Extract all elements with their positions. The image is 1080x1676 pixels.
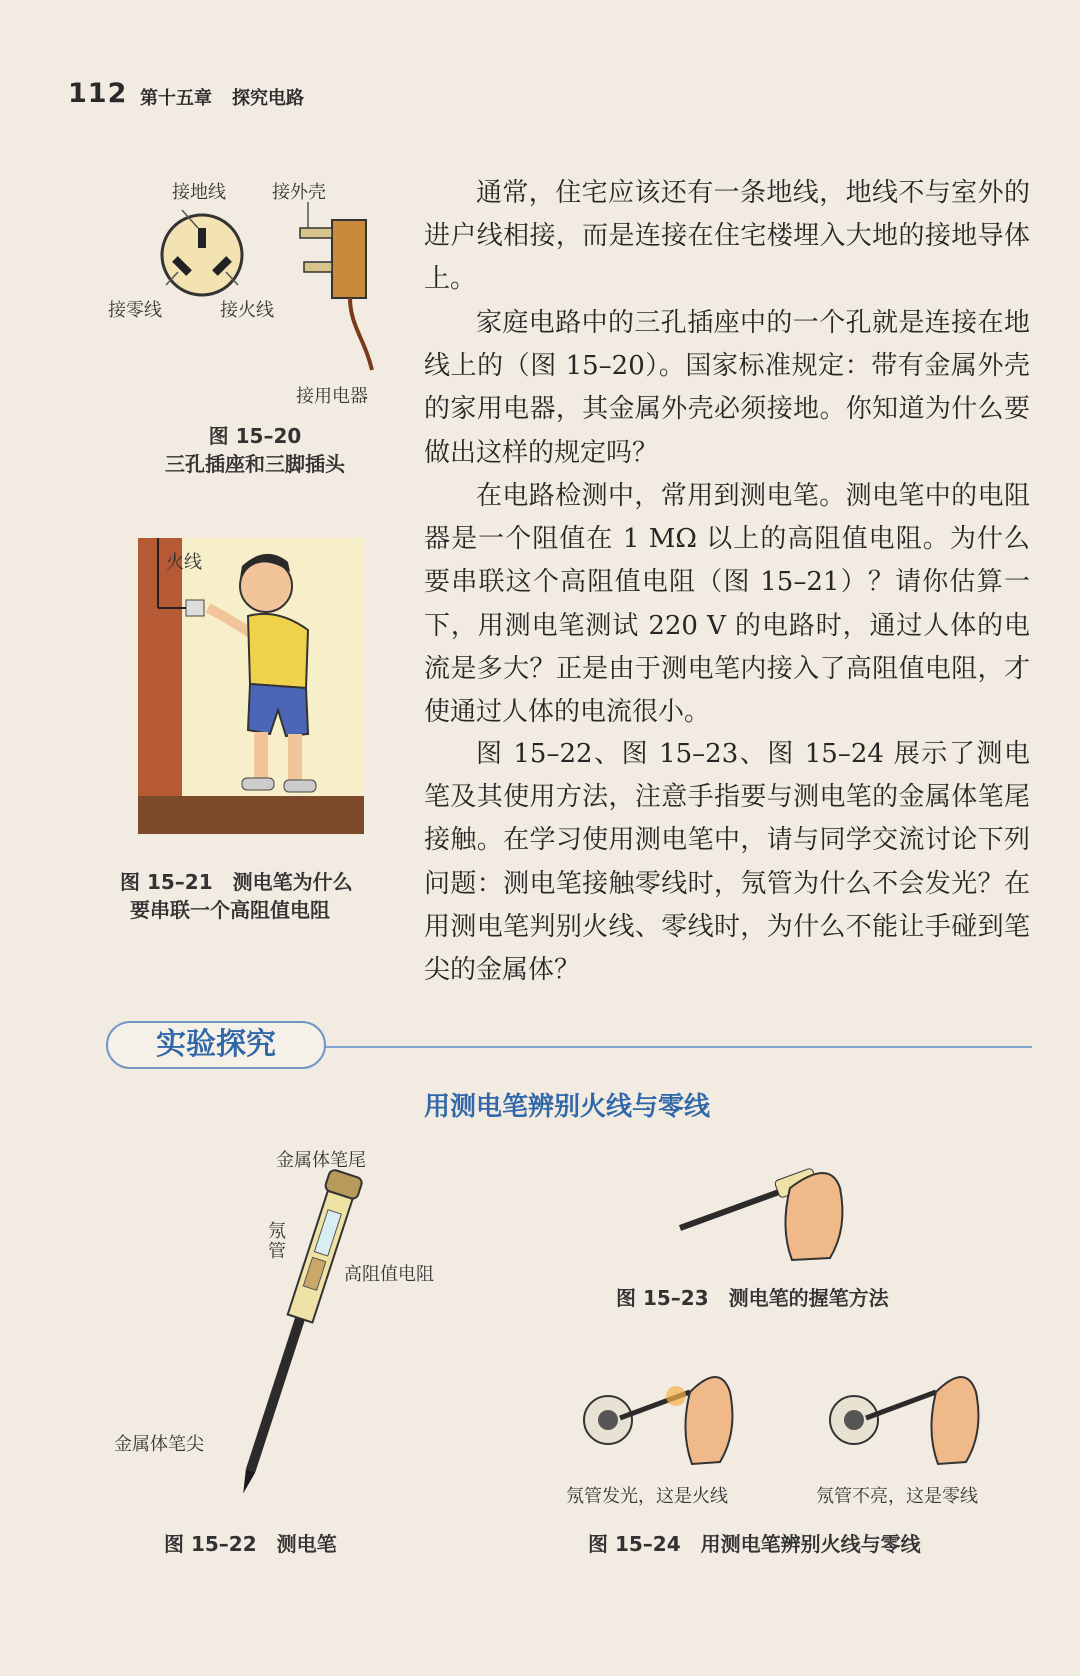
paragraph-ground-wire: 通常，住宅应该还有一条地线，地线不与室外的进户线相接，而是连接在住宅楼埋入大地的接地导体上。 — [424, 178, 1030, 295]
label-ground-wire: 接地线 — [172, 182, 226, 203]
caption-15-20-number: 图 15–20 — [208, 424, 302, 448]
paragraph-usage: 图 15–22、图 15–23、图 15–24 展示了测电笔及其使用方法，注意手指要与测电笔的金属体笔尾接触。在学习使用测电笔中，请与同学交流讨论下列问题：测电笔接触零线时，氖管为什么不会发光？在用测电笔判别火线、零线时，为什么不能让手碰到笔尖的金属体？ — [424, 739, 1030, 986]
caption-15-24: 图 15–24 用测电笔辨别火线与零线 — [588, 1532, 921, 1556]
label-resistor: 高阻值电阻 — [344, 1264, 434, 1285]
boy-testing-illustration — [138, 538, 364, 834]
pen-grip-illustration — [680, 1148, 860, 1278]
caption-15-20-text: 三孔插座和三脚插头 — [165, 452, 345, 476]
caption-15-21-line1: 图 15–21 测电笔为什么 — [120, 870, 353, 894]
socket-face — [162, 215, 242, 295]
label-live: 接火线 — [220, 300, 274, 321]
pen-shaft — [246, 1317, 305, 1472]
caption-15-21-line2: 要串联一个高阻值电阻 — [130, 898, 330, 922]
chapter-title: 第十五章 — [140, 88, 212, 109]
section-title: 探究电路 — [232, 88, 304, 109]
label-neon-tube: 氖管 — [268, 1221, 286, 1262]
label-metal-tip: 金属体笔尖 — [114, 1434, 204, 1455]
label-appliance: 接用电器 — [296, 386, 368, 407]
neutral-wire-test-illustration — [826, 1352, 996, 1472]
banner-divider — [320, 1046, 1032, 1048]
floor — [138, 796, 364, 834]
caption-15-23: 图 15–23 测电笔的握笔方法 — [616, 1286, 889, 1310]
experiment-banner: 实验探究 — [156, 1027, 276, 1062]
pen-body — [288, 1191, 353, 1323]
page-number: 112 — [68, 78, 128, 109]
label-neon-lit: 氖管发光，这是火线 — [566, 1486, 728, 1507]
experiment-title: 用测电笔辨别火线与零线 — [424, 1092, 711, 1122]
pen-tip — [238, 1469, 255, 1495]
socket-hole-ground — [198, 228, 206, 248]
neon-glow — [666, 1386, 686, 1406]
wall-strip — [138, 538, 182, 834]
test-pen-illustration — [228, 1172, 388, 1502]
label-shell: 接外壳 — [272, 182, 326, 203]
label-neutral: 接零线 — [108, 300, 162, 321]
paragraph-test-pen: 在电路检测中，常用到测电笔。测电笔中的电阻器是一个阻值在 1 MΩ 以上的高阻值电阻。为什么要串联这个高阻值电阻（图 15–21）？请你估算一下，用测电笔测试 220 V 的电路时，通过人体的电流是多大？正是由于测电笔内接入了高阻值电阻，才使通过人体的电流很小。 — [424, 481, 1030, 728]
paragraph-three-hole-socket: 家庭电路中的三孔插座中的一个孔就是连接在地线上的（图 15–20）。国家标准规定：带有金属外壳的家用电器，其金属外壳必须接地。你知道为什么要做出这样的规定吗？ — [424, 308, 1030, 468]
caption-15-22: 图 15–22 测电笔 — [164, 1532, 337, 1556]
three-pin-plug — [300, 202, 372, 370]
live-wire-test-illustration — [580, 1352, 750, 1472]
label-live-wire: 火线 — [166, 552, 202, 573]
label-metal-tail: 金属体笔尾 — [276, 1150, 366, 1171]
label-neon-unlit: 氖管不亮，这是零线 — [816, 1486, 978, 1507]
